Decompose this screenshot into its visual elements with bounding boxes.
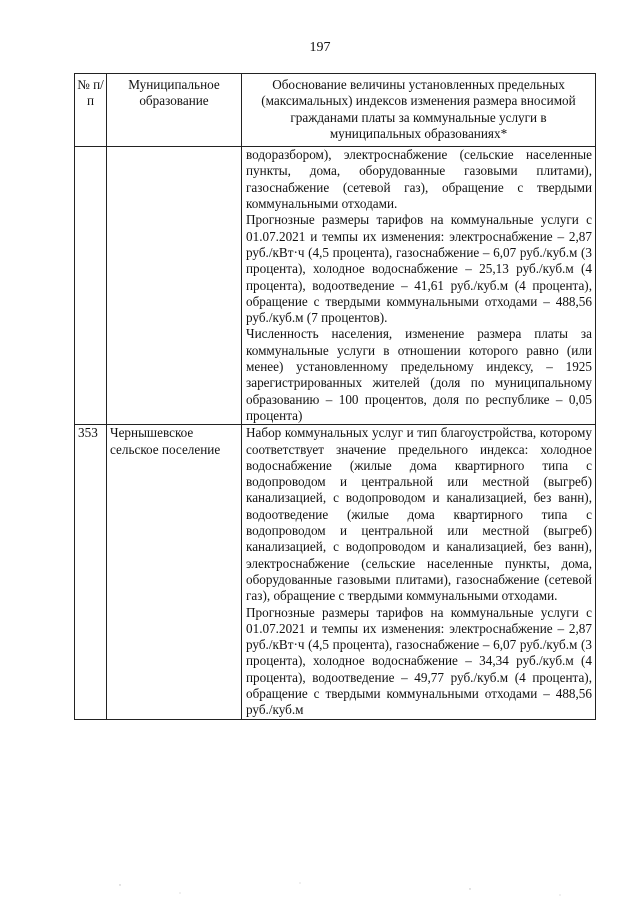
page-number: 197: [309, 40, 331, 55]
row-num: [75, 147, 107, 425]
header-municipality: Муниципальное образование: [107, 74, 242, 147]
table-row: [75, 425, 596, 719]
table-row: [75, 147, 596, 425]
justification-paragraph: Численность населения, изменение размера платы за коммунальные услуги в отношении которого равно (или менее) установленному предельному индексу, – 1925 зарегистрированных жителей (доля по муниципальному образованию – 100 процентов, доля по республике – 0,05 процента): [246, 326, 592, 423]
row-num: 353: [75, 425, 107, 719]
row-justification: [242, 147, 596, 425]
row-municipality: [107, 147, 242, 425]
justification-paragraph: Прогнозные размеры тарифов на коммунальные услуги с 01.07.2021 и темпы их изменения: электроснабжение – 2,87 руб./кВт·ч (4,5 процента), газоснабжение – 6,07 руб./куб.м (3 процента), холодное водоснабжение – 34,34 руб./куб.м (4 процента), водоотведение – 49,77 руб./куб.м (4 процента), обращение с твердыми коммунальными отходами – 488,56 руб./куб.м: [246, 604, 592, 718]
justification-paragraph: Набор коммунальных услуг и тип благоустройства, которому соответствует значение предельного индекса: холодное водоснабжение (жилые дома квартирного типа с водопроводом и центральной или местной (выгреб) канализацией, с водопроводом и канализацией, без ванн), водоотведение (жилые дома квартирного типа с водопроводом и центральной или местной (выгреб) канализацией, с водопроводом и канализацией, без ванн), электроснабжение (сельские населенные пункты, дома, оборудованные газовыми плитами), газоснабжение (сетевой газ), обращение с твердыми коммунальными отходами.: [246, 425, 592, 604]
justification-paragraph: водоразбором), электроснабжение (сельские населенные пункты, дома, оборудованные газовыми плитами), газоснабжение (сетевой газ), обращение с твердыми коммунальными отходами.: [246, 147, 592, 212]
header-justification: Обоснование величины установленных предельных (максимальных) индексов изменения размера вносимой гражданами платы за коммунальные услуги в муниципальных образованиях*: [242, 74, 596, 147]
tariff-index-table: [74, 73, 596, 720]
row-municipality: Чернышевское сельское поселение: [107, 425, 242, 719]
justification-paragraph: Прогнозные размеры тарифов на коммунальные услуги с 01.07.2021 и темпы их изменения: электроснабжение – 2,87 руб./кВт·ч (4,5 процента), газоснабжение – 6,07 руб./куб.м (3 процента), холодное водоснабжение – 25,13 руб./куб.м (4 процента), водоотведение – 41,61 руб./куб.м (4 процента), обращение с твердыми коммунальными отходами – 488,56 руб./куб.м (7 процентов).: [246, 212, 592, 326]
header-num: № п/п: [75, 74, 107, 147]
row-justification: [242, 425, 596, 719]
scan-noise: [0, 865, 640, 905]
table-header-row: [75, 74, 596, 147]
